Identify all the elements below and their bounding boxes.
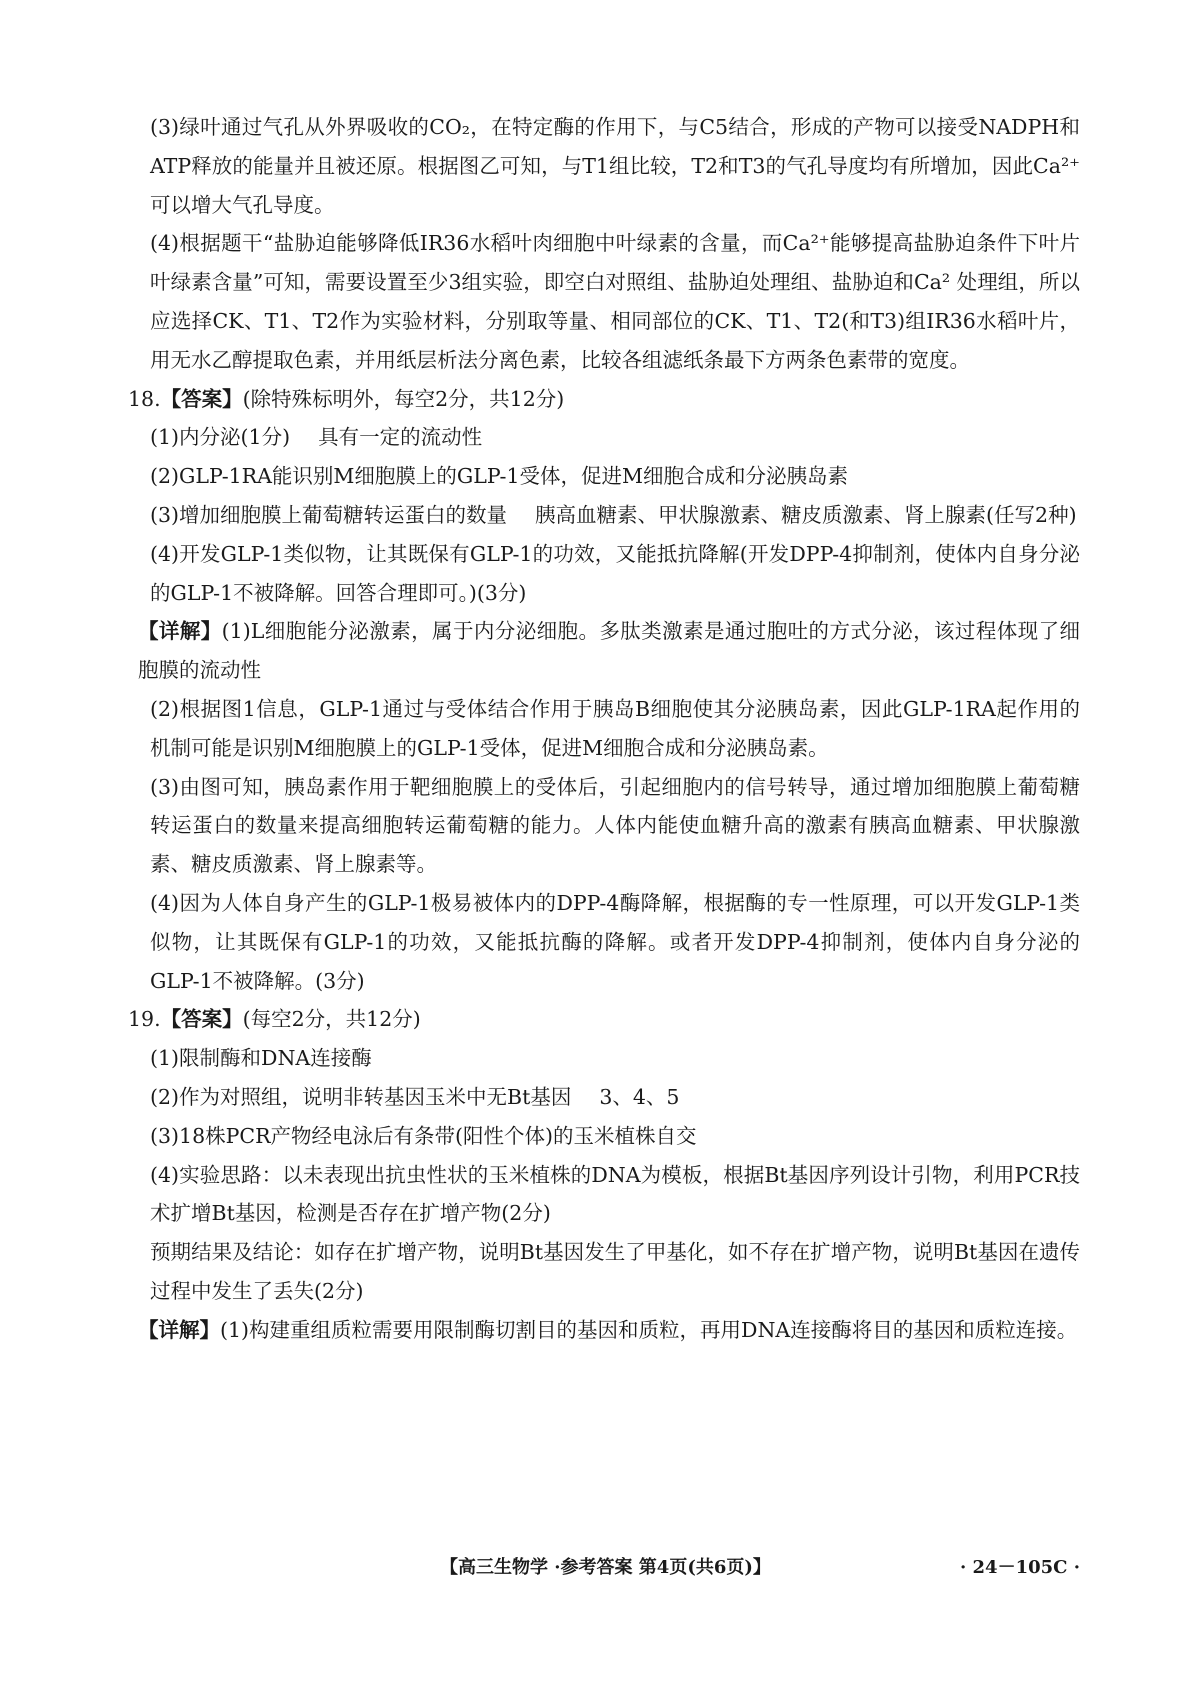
q19-score-note: (每空2分，共12分) [242,1007,421,1032]
q18-answer-1 [128,418,1080,457]
q18-number: 18. [128,386,161,411]
q18-answer-4: (4)开发GLP-1类似物，让其既保有GLP-1的功效，又能抵抗降解(开发DPP-4抑制剂，使体内自身分泌的GLP-1不被降解。回答合理即可。)(3分) [150,541,1080,605]
q18-detail-3: (3)由图可知，胰岛素作用于靶细胞膜上的受体后，引起细胞内的信号转导，通过增加细胞膜上葡萄糖转运蛋白的数量来提高细胞转运葡萄糖的能力。人体内能使血糖升高的激素有胰高血糖素、甲状腺激素、糖皮质激素、肾上腺素等。 [150,774,1080,877]
q18-detail-tag: 【详解】 [138,619,222,644]
q18-block [128,380,1080,1001]
q19-detail-1 [128,1311,1080,1350]
q19-answer-4: (4)实验思路：以未表现出抗虫性状的玉米植株的DNA为模板，根据Bt基因序列设计引物，利用PCR技术扩增Bt基因，检测是否存在扩增产物(2分) [150,1162,1080,1226]
q17-detail-3: (3)绿叶通过气孔从外界吸收的CO₂，在特定酶的作用下，与C5结合，形成的产物可以接受NADPH和ATP释放的能量并且被还原。根据图乙可知，与T1组比较，T2和T3的气孔导度均有所增加，因此Ca²⁺可以增大气孔导度。 [150,115,1080,217]
q18-answer-3b: 胰高血糖素、甲状腺激素、糖皮质激素、肾上腺素(任写2种) [535,502,1077,527]
q18-detail-4: (4)因为人体自身产生的GLP-1极易被体内的DPP-4酶降解，根据酶的专一性原理，可以开发GLP-1类似物，让其既保有GLP-1的功效，又能抵抗酶的降解。或者开发DPP-4抑制剂，使体内自身分泌的GLP-1不被降解。(3分) [150,890,1080,993]
q19-header [128,1000,1080,1039]
q19-detail-1-text: (1)构建重组质粒需要用限制酶切割目的基因和质粒，再用DNA连接酶将目的基因和质粒连接。 [220,1317,1078,1342]
q19-answer-tag: 【答案】 [160,1007,243,1032]
q18-answer-2: (2)GLP-1RA能识别M细胞膜上的GLP-1受体，促进M细胞合成和分泌胰岛素 [150,464,849,489]
q18-answer-1b: 具有一定的流动性 [318,425,483,450]
q18-score-note: (除特殊标明外，每空2分，共12分) [242,386,565,411]
q18-answer-3 [128,496,1080,535]
q18-detail-1-text: (1)L细胞能分泌激素，属于内分泌细胞。多肽类激素是通过胞吐的方式分泌，该过程体现了细胞膜的流动性 [138,619,1081,683]
footer-page-info: 【高三生物学 ·参考答案 第4页(共6页)】 [440,1557,771,1578]
q19-detail-tag: 【详解】 [138,1317,220,1342]
q18-detail-1 [128,612,1080,690]
q19-number: 19. [128,1007,161,1032]
q19-answer-2a: (2)作为对照组，说明非转基因玉米中无Bt基因 [150,1084,572,1109]
q18-detail-2: (2)根据图1信息，GLP-1通过与受体结合作用于胰岛B细胞使其分泌胰岛素，因此GLP-1RA起作用的机制可能是识别M细胞膜上的GLP-1受体，促进M细胞合成和分泌胰岛素。 [150,696,1080,760]
q19-answer-2b: 3、4、5 [599,1084,680,1109]
q18-answer-tag: 【答案】 [160,386,243,411]
q19-answer-5: 预期结果及结论：如存在扩增产物，说明Bt基因发生了甲基化，如不存在扩增产物，说明Bt基因在遗传过程中发生了丢失(2分) [150,1240,1080,1303]
q19-answer-3: (3)18株PCR产物经电泳后有条带(阳性个体)的玉米植株自交 [150,1123,697,1148]
q18-answer-1a: (1)内分泌(1分) [150,425,291,450]
footer-code: · 24－105C · [959,1557,1080,1578]
q17-detail-4: (4)根据题干“盐胁迫能够降低IR36水稻叶肉细胞中叶绿素的含量，而Ca²⁺能够提高盐胁迫条件下叶片叶绿素含量”可知，需要设置至少3组实验，即空白对照组、盐胁迫处理组、盐胁迫和Ca² 处理组，所以应选择CK、T1、T2作为实验材料，分别取等量、相同部位的CK、T1、T2(和T3)组IR36水稻叶片，用无水乙醇提取色素，并用纸层析法分离色素，比较各组滤纸条最下方两条色素带的宽度。 [150,231,1080,372]
q18-header [128,380,1080,419]
q19-answer-2 [128,1078,1080,1117]
q19-block [128,1000,1080,1349]
q17-continuation [128,108,1080,380]
q19-answer-1: (1)限制酶和DNA连接酶 [150,1046,372,1071]
q18-answer-3a: (3)增加细胞膜上葡萄糖转运蛋白的数量 [150,502,508,527]
